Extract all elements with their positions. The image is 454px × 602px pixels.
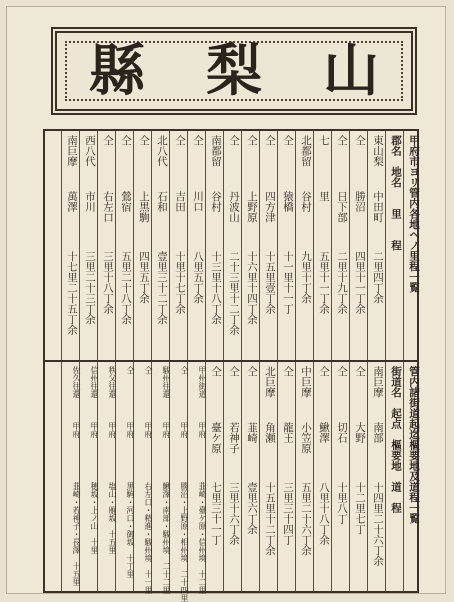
- table-cell: 北巨摩: [264, 366, 276, 398]
- table-column: [241, 131, 259, 360]
- table-cell: 四里五丁余: [138, 251, 150, 304]
- table-cell: 仝: [192, 135, 204, 146]
- table-cell: 仝: [228, 135, 240, 146]
- table-cell: 四里十一丁余: [354, 251, 366, 314]
- table-cell: 三里三十四丁: [282, 482, 294, 545]
- table-cell: 五里十一丁余: [318, 251, 330, 314]
- table-cell: 韮崎・臺ケ原・信州境 十二里: [198, 482, 207, 594]
- table-cell: 仝: [246, 366, 258, 377]
- table-cell: 甲府: [162, 422, 171, 438]
- table-cell: 谷村: [210, 191, 222, 212]
- table-column: [367, 131, 385, 360]
- table-cell: 仝: [228, 366, 240, 377]
- table-cell: 上野原: [246, 191, 258, 223]
- table-cell: 大野: [354, 422, 366, 443]
- table-cell: 二十三里十二丁余: [228, 251, 240, 335]
- table-cell: 仝: [318, 366, 330, 377]
- table-column: [331, 362, 349, 591]
- table-column: [97, 362, 115, 591]
- table-cell: 韮崎: [246, 422, 258, 443]
- table-column: [349, 131, 367, 360]
- table-cell: 上黒駒: [138, 191, 150, 223]
- table-cell: 谷村: [300, 191, 312, 212]
- table-cell: 角瀬: [264, 422, 276, 443]
- table-cell: 仝: [210, 366, 222, 377]
- table-cell: 丹波山: [228, 191, 240, 223]
- table-cell: 穂坂・上ノ山 十里: [90, 482, 99, 554]
- section-header: [403, 362, 421, 591]
- table-cell: 鰍澤・南部・駿州境 二十二里: [162, 482, 171, 594]
- header-text: 管内諸街道起迄樞要地及道程一覧: [408, 366, 420, 524]
- table-cell: 十七里二十五丁余: [66, 251, 78, 335]
- table-column: [169, 131, 187, 360]
- table-cell: 仝: [102, 135, 114, 146]
- table-cell: 北都留: [300, 135, 312, 167]
- table-column: [79, 131, 97, 360]
- table-cell: 甲府: [180, 422, 189, 438]
- table-column: [241, 362, 259, 591]
- header-text: 郡名 地名 里 程: [390, 135, 402, 251]
- table-cell: 壹里六丁余: [246, 482, 258, 535]
- table-cell: 南巨摩: [66, 135, 78, 167]
- table-cell: 甲府: [72, 422, 81, 438]
- table-column: [97, 131, 115, 360]
- table-column: [133, 131, 151, 360]
- table-column: [295, 131, 313, 360]
- table-cell: 鶯宿: [120, 191, 132, 212]
- table-cell: 十五里壹丁余: [264, 251, 276, 314]
- table-cell: 小笠原: [300, 422, 312, 454]
- table-cell: 吉田: [174, 191, 186, 212]
- table-cell: 龍王: [282, 422, 294, 443]
- table-cell: 市川: [84, 191, 96, 212]
- table-cell: 猿橋: [282, 191, 294, 212]
- table-cell: 仝: [174, 135, 186, 146]
- header-text: 甲府市ヨリ管内各地ヘノ里程一覧: [408, 135, 420, 293]
- table-column: [367, 362, 385, 591]
- table-cell: 仝: [180, 366, 189, 374]
- table-cell: 十二里七丁: [354, 482, 366, 535]
- table-cell: 甲府: [144, 422, 153, 438]
- table-column: [169, 362, 189, 602]
- title-char-1: 山: [323, 38, 379, 104]
- table-cell: 仝: [264, 135, 276, 146]
- table-cell: 黒駒・河口・御坂 十丁里: [126, 482, 135, 578]
- table-cell: 仝: [354, 135, 366, 146]
- table-column: [151, 362, 171, 594]
- title-char-3: 縣: [89, 38, 145, 104]
- table-cell: 十五里十二丁余: [264, 482, 276, 556]
- table-cell: 十一里十一丁: [282, 251, 294, 314]
- table-cell: 甲府: [126, 422, 135, 438]
- table-cell: 信州往還: [90, 366, 99, 398]
- table-cell: 十四里二十六丁余: [372, 482, 384, 566]
- table-cell: 仝: [354, 366, 366, 377]
- table-cell: 川口: [192, 191, 204, 212]
- table-cell: 佐久往還: [72, 366, 81, 398]
- table-column: [223, 131, 241, 360]
- table-cell: 西八代: [84, 135, 96, 167]
- table-cell: 仝: [282, 135, 294, 146]
- table-cell: 塩山・雁坂 十五里: [108, 482, 117, 554]
- table-column: [313, 131, 331, 360]
- table-column: [205, 362, 223, 591]
- table-cell: 三里十六丁余: [228, 482, 240, 545]
- table-cell: 南巨摩: [372, 366, 384, 398]
- table-cell: 右左口・精進・駿州境 十一里: [144, 482, 153, 594]
- table-column: [115, 362, 133, 591]
- table-cell: 十三里十八丁余: [210, 251, 222, 325]
- table-cell: 三里十八丁余: [102, 251, 114, 314]
- table-column: [223, 362, 241, 591]
- table-cell: 十六里十四丁余: [246, 251, 258, 325]
- distance-table: [43, 129, 420, 602]
- table-cell: 南都留: [210, 135, 222, 167]
- table-column: [349, 362, 367, 591]
- table-cell: 仝: [126, 366, 135, 374]
- table-cell: 切石: [336, 422, 348, 443]
- table-column: [259, 131, 277, 360]
- table-cell: 甲府: [90, 422, 99, 438]
- table-cell: 勝沼・上野原・相州境 二十四里: [180, 482, 189, 602]
- table-cell: 十里十七丁余: [174, 251, 186, 314]
- table-cell: 韮崎・若神子・長澤 十五里: [72, 482, 81, 586]
- table-cell: 仝: [120, 135, 132, 146]
- table-column: [295, 362, 313, 591]
- section-header: [385, 131, 403, 360]
- table-cell: 三里二十三丁余: [84, 251, 96, 325]
- table-cell: 萬澤: [66, 191, 78, 212]
- table-cell: 若神子: [228, 422, 240, 454]
- table-cell: 右左口: [102, 191, 114, 223]
- section-header: [385, 362, 403, 591]
- table-cell: 四方津: [264, 191, 276, 223]
- table-column: [61, 362, 79, 591]
- table-cell: 東山梨: [372, 135, 384, 167]
- table-column: [133, 362, 153, 594]
- table-cell: 甲州街道: [198, 366, 207, 398]
- document-page: [6, 6, 446, 602]
- table-column: [61, 131, 79, 360]
- table-cell: 五里二十八丁余: [120, 251, 132, 325]
- table-cell: 甲府: [198, 422, 207, 438]
- table-column: [115, 131, 133, 360]
- table-column: [151, 131, 169, 360]
- table-cell: 中巨摩: [300, 366, 312, 398]
- table-cell: 七里三十一丁: [210, 482, 222, 545]
- table-column: [205, 131, 223, 360]
- table-column: [277, 131, 295, 360]
- table-cell: 十里八丁: [336, 482, 348, 524]
- title-char-2: 梨: [206, 38, 262, 104]
- table-cell: 日下部: [336, 191, 348, 223]
- table-cell: 仝: [138, 135, 150, 146]
- table-cell: 仝: [246, 135, 258, 146]
- table-cell: 仝: [336, 366, 348, 377]
- section-header: [403, 131, 421, 360]
- table-cell: 七: [318, 135, 330, 146]
- table-cell: 駿州往還: [162, 366, 171, 398]
- table-column: [79, 362, 97, 591]
- table-cell: 仝: [336, 135, 348, 146]
- table-cell: 石和: [156, 191, 168, 212]
- header-text: 街道名 起点 樞要地 道 程: [390, 366, 402, 513]
- table-cell: 八里五丁余: [192, 251, 204, 304]
- table-cell: 秩父往還: [108, 366, 117, 398]
- table-cell: 里: [318, 191, 330, 202]
- table-cell: 二里十九丁余: [336, 251, 348, 314]
- table-column: [331, 131, 349, 360]
- table-cell: 甲府: [108, 422, 117, 438]
- table-cell: 中田町: [372, 191, 384, 223]
- table-cell: 仝: [144, 366, 153, 374]
- table-cell: 五里二十六丁余: [300, 482, 312, 556]
- table-column: [259, 362, 277, 591]
- table-cell: 八里十八丁余: [318, 482, 330, 545]
- table-cell: 勝沼: [354, 191, 366, 212]
- table-column: [313, 362, 331, 591]
- table-column: [277, 362, 295, 591]
- table-cell: 壹里三十二丁余: [156, 251, 168, 325]
- table-cell: 北八代: [156, 135, 168, 167]
- table-column: [187, 131, 205, 360]
- table-cell: 南部: [372, 422, 384, 443]
- table-cell: 九里十丁余: [300, 251, 312, 304]
- title-frame: [51, 27, 417, 115]
- table-cell: 二里四丁余: [372, 251, 384, 304]
- table-cell: 臺ケ原: [210, 422, 222, 454]
- table-cell: 鰍澤: [318, 422, 330, 443]
- table-cell: 仝: [282, 366, 294, 377]
- table-column: [187, 362, 207, 594]
- title-inner: [65, 38, 403, 104]
